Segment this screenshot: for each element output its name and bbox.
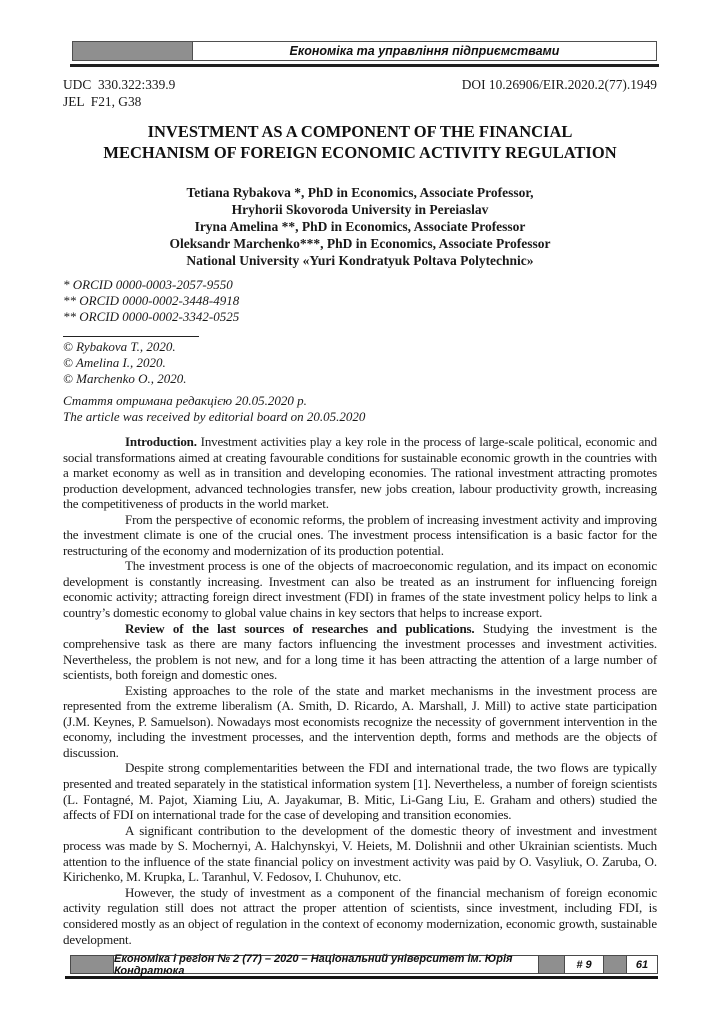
jel-code: JEL F21, G38 bbox=[63, 94, 142, 109]
paragraph-text: The investment process is one of the objects of macroeconomic regulation, and its impact on economic development is constantly increasing. Investment can also be treated as an instrument for influencing foreign economic activity; attracting foreign direct investment (FDI) in frames of the state investment policy helps to link a country’s domestic economy to global value chains in key sectors that helps to increase export. bbox=[63, 558, 657, 621]
body-paragraph bbox=[63, 512, 657, 559]
copyright-block bbox=[63, 339, 657, 387]
body-paragraph bbox=[63, 683, 657, 761]
footer-page-number: 61 bbox=[627, 956, 657, 973]
paragraph-text: Investment activities play a key role in the process of large-scale political, economic and social transformations aimed at creating favourable conditions for sustainable economic growth in the countries with a market economy as well as in transition and developing economies. The rational investment attracting promotes production development, advanced technologies transfer, new jobs creation, labour productivity growth, increasing the competitiveness of products in the world market. bbox=[63, 434, 657, 512]
body-paragraph bbox=[63, 434, 657, 512]
doi-code: DOI 10.26906/EIR.2020.2(77).1949 bbox=[461, 77, 657, 92]
body-paragraph bbox=[63, 885, 657, 947]
footer-spacer-box-3 bbox=[603, 956, 627, 973]
paragraph-text: Despite strong complementarities between the FDI and international trade, the two flows are typically presented and treated separately in the statistical information system [1]. Nevertheless, a number of foreign scientists (L. Fontagné, M. Pajot, Xiaming Liu, A. Jayakumar, B. Mitic, Li-Gang Liu, E. Graham and others) studied the affects of FDI on international trade for the case of developing and transition economies. bbox=[63, 760, 657, 823]
article-title-line2: MECHANISM OF FOREIGN ECONOMIC ACTIVITY REGULATION bbox=[103, 142, 617, 162]
article-title-line1: INVESTMENT AS A COMPONENT OF THE FINANCIAL bbox=[147, 122, 573, 141]
copyright-line: © Amelina I., 2020. bbox=[63, 355, 166, 370]
footer-band bbox=[70, 952, 658, 977]
body-paragraph bbox=[63, 558, 657, 620]
orcid-line: * ORCID 0000-0003-2057-9550 bbox=[63, 277, 233, 292]
udc-code: UDC 330.322:339.9 bbox=[63, 77, 176, 92]
author-line: Hryhorii Skovoroda University in Pereiaslav bbox=[231, 202, 489, 217]
footer-spacer-box-1 bbox=[71, 956, 114, 973]
footnote-separator bbox=[63, 336, 199, 337]
orcid-block bbox=[63, 277, 657, 325]
body-paragraph bbox=[63, 760, 657, 822]
paragraph-text: Existing approaches to the role of the state and market mechanisms in the investment process are represented from the extreme liberalism (A. Smith, D. Ricardo, A. Marshall, J. Mill) to active state participation (J.M. Keynes, P. Samuelson). Nowadays most economists recognize the necessity of government intervention in the economy, including the investment processes, and the intervention depth, forms and methods are the objects of discussion. bbox=[63, 682, 657, 760]
received-block bbox=[63, 393, 657, 425]
paragraph-text: However, the study of investment as a component of the financial mechanism of foreign economic activity regulation still does not attract the proper attention of scientists, since investment, including FDI, is considered mostly as an object of regulation in the context of economy modernization, economic growth, sustainable development. bbox=[63, 884, 657, 947]
article-title bbox=[63, 122, 657, 163]
udc-jel-block bbox=[63, 76, 175, 110]
copyright-line: © Marchenko O., 2020. bbox=[63, 371, 187, 386]
footer-rule bbox=[65, 976, 658, 979]
paragraph-lead: Introduction. bbox=[125, 434, 197, 449]
paragraph-text: Studying the investment is the comprehensive task as there are many factors influencing the investment processes and investment activities. Nevertheless, the problem is not new, and for a long time it has been attracting the attention of a large number of scientists, both foreign and domestic ones. bbox=[63, 620, 657, 683]
paragraph-lead: Review of the last sources of researches and publications. bbox=[125, 620, 475, 636]
section-title: Економіка та управління підприємствами bbox=[289, 44, 560, 58]
paragraph-text: From the perspective of economic reforms, the problem of increasing investment activity and improving the investment climate is one of the crucial ones. The investment process intensification is a basic factor for the restructuring of the economy and modernization of its production potential. bbox=[63, 511, 657, 558]
article-meta-row bbox=[63, 76, 657, 110]
orcid-line: ** ORCID 0000-0002-3448-4918 bbox=[63, 293, 240, 308]
body-paragraph bbox=[63, 621, 657, 683]
received-line-uk: Стаття отримана редакцією 20.05.2020 р. bbox=[63, 393, 307, 408]
body-paragraph bbox=[63, 823, 657, 885]
header-rule bbox=[70, 64, 659, 67]
author-line: Tetiana Rybakova *, PhD in Economics, Associate Professor, bbox=[186, 185, 534, 200]
footer-issue-number: # 9 bbox=[565, 956, 603, 973]
authors-block bbox=[63, 184, 657, 269]
author-line: Iryna Amelina **, PhD in Economics, Associate Professor bbox=[194, 219, 526, 234]
orcid-line: ** ORCID 0000-0002-3342-0525 bbox=[63, 309, 240, 324]
footer-spacer-box-2 bbox=[538, 956, 565, 973]
copyright-line: © Rybakova T., 2020. bbox=[63, 339, 176, 354]
paragraph-text: A significant contribution to the development of the domestic theory of investment and investment process was made by S. Mochernyi, A. Halchynskyi, V. Heiets, M. Dolishnii and other Ukrainian scientists. Much attention to the influence of the state financial policy on investment activity was paid by O. Vasyliuk, O. Zaruba, O. Kirichenko, M. Krupka, L. Taranhul, V. Fedosov, I. Chuhunov, etc. bbox=[63, 822, 657, 885]
footer-journal-line: Економіка і регіон № 2 (77) – 2020 – Національний університет ім. Юрія Кондратюка bbox=[114, 956, 538, 973]
received-line-en: The article was received by editorial board on 20.05.2020 bbox=[63, 409, 366, 424]
article-content bbox=[63, 115, 657, 947]
running-head-band bbox=[72, 41, 657, 61]
author-line: Oleksandr Marchenko***, PhD in Economics, Associate Professor bbox=[169, 236, 551, 251]
running-head-spacer-box bbox=[73, 42, 193, 60]
author-line: National University «Yuri Kondratyuk Poltava Polytechnic» bbox=[186, 253, 534, 268]
body-paragraphs bbox=[63, 434, 657, 947]
